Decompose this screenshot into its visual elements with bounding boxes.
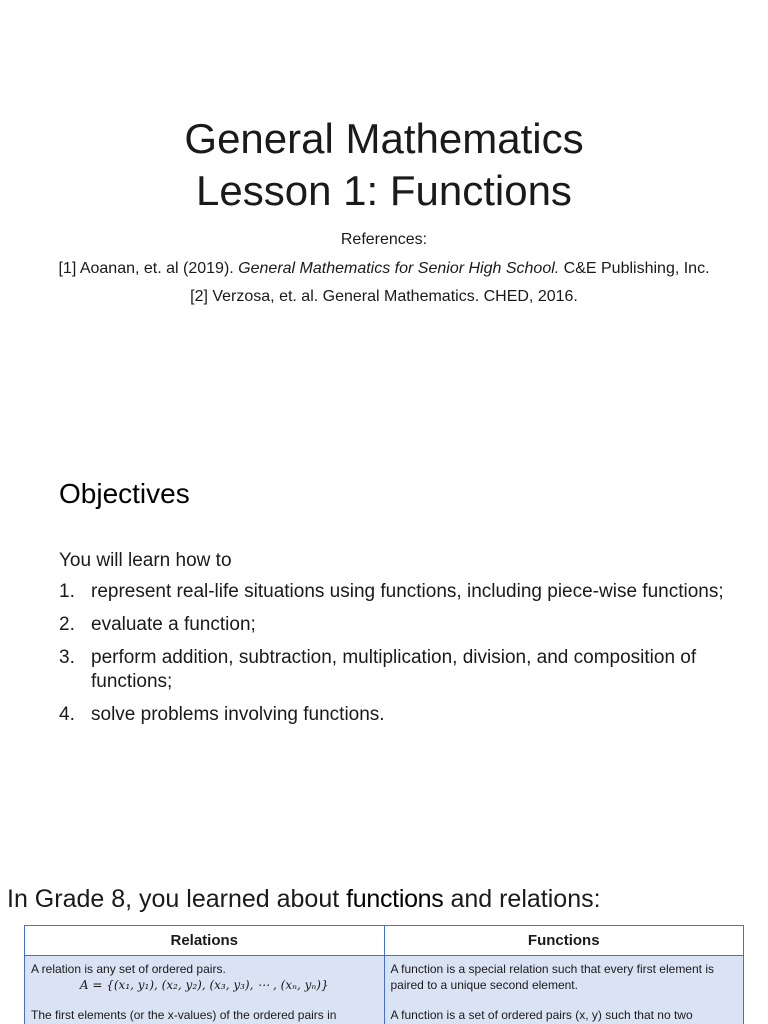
objective-text: perform addition, subtraction, multiplication, division, and composition of functions; bbox=[91, 647, 697, 692]
objective-number: 1. bbox=[59, 581, 75, 602]
function-definition: A function is a special relation such that every first element is paired to a unique second element. bbox=[390, 962, 714, 992]
reference-1 bbox=[0, 259, 768, 279]
grade8-heading-prefix: In Grade 8, you learned about bbox=[7, 885, 347, 913]
objective-item bbox=[59, 703, 739, 727]
cover-slide bbox=[0, 0, 768, 400]
objective-number: 3. bbox=[59, 647, 75, 668]
objective-number: 2. bbox=[59, 614, 75, 635]
objective-text: represent real-life situations using functions, including piece-wise functions; bbox=[91, 581, 724, 602]
objective-item bbox=[59, 646, 739, 694]
objective-text: evaluate a function; bbox=[91, 614, 256, 635]
grade8-heading-suffix: and relations: bbox=[443, 885, 601, 913]
objectives-title: Objectives bbox=[59, 478, 190, 509]
objective-item bbox=[59, 580, 739, 604]
relation-definition: A relation is any set of ordered pairs. bbox=[31, 962, 226, 976]
grade8-slide bbox=[0, 855, 768, 1024]
reference-1-publisher: C&E Publishing, Inc. bbox=[559, 260, 710, 277]
function-ordered-pairs-text: A function is a set of ordered pairs (x, y) such that no two bbox=[390, 1008, 693, 1022]
functions-cell bbox=[384, 956, 744, 1024]
objectives-intro: You will learn how to bbox=[59, 550, 232, 571]
relations-cell bbox=[25, 956, 385, 1024]
relation-first-elements-text: The first elements (or the x-values) of the ordered pairs in bbox=[31, 1008, 337, 1022]
objectives-list bbox=[59, 580, 739, 736]
lesson-title: Lesson 1: Functions bbox=[196, 167, 572, 214]
grade8-heading-keyword: functions bbox=[346, 885, 444, 913]
reference-2: [2] Verzosa, et. al. General Mathematics. CHED, 2016. bbox=[190, 288, 578, 305]
objective-item bbox=[59, 613, 739, 637]
relations-functions-table bbox=[24, 925, 744, 1024]
objectives-slide bbox=[0, 440, 768, 820]
objective-number: 4. bbox=[59, 704, 75, 725]
reference-1-authors: [1] Aoanan, et. al (2019). bbox=[58, 260, 239, 277]
functions-header: Functions bbox=[384, 926, 744, 956]
course-title: General Mathematics bbox=[184, 115, 584, 162]
grade8-heading bbox=[7, 885, 601, 914]
objective-text: solve problems involving functions. bbox=[91, 704, 385, 725]
relations-header: Relations bbox=[25, 926, 385, 956]
reference-1-book-title: General Mathematics for Senior High School. bbox=[238, 260, 560, 277]
references-label: References: bbox=[340, 231, 428, 248]
relation-set-formula: A = {(x₁, y₁), (x₂, y₂), (x₃, y₃), ⋯ , (xₙ, yₙ)} bbox=[79, 978, 329, 992]
